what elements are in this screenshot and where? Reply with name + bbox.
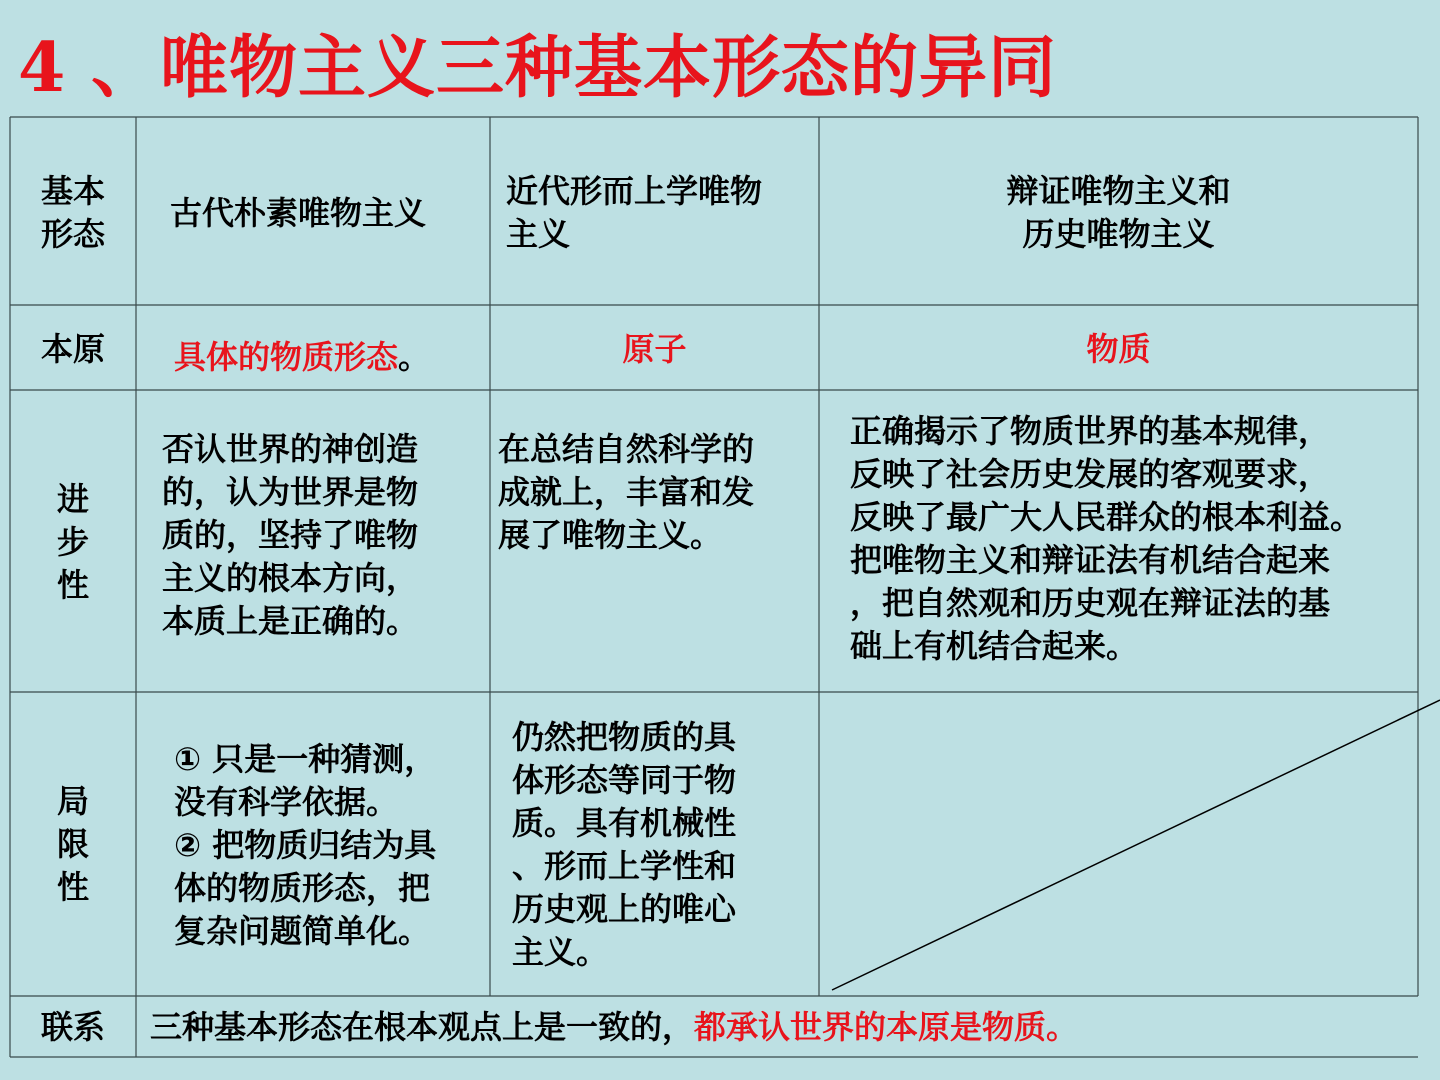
page-title: 4 、唯物主义三种基本形态的异同	[18, 28, 1057, 108]
progress-modern: 在总结自然科学的 成就上，丰富和发 展了唯物主义。	[498, 430, 755, 554]
relation-text: 三种基本形态在根本观点上是一致的，都承认世界的本原是物质。	[150, 1008, 1079, 1046]
label-origin: 本原	[40, 330, 105, 368]
label-limitation: 局 限 性	[56, 782, 89, 906]
progress-dialectical: 正确揭示了物质世界的基本规律， 反映了社会历史发展的客观要求， 反映了最广大人民群众的根本利益。 把唯物主义和辩证法有机结合起来 ，把自然观和历史观在辩证法的基 础上有机结合起来。	[850, 412, 1363, 665]
header-dialectical: 辩证唯物主义和 历史唯物主义	[1006, 172, 1231, 253]
label-relation: 联系	[40, 1008, 105, 1046]
diagonal-line	[832, 700, 1440, 990]
header-ancient: 古代朴素唯物主义	[170, 194, 427, 232]
origin-dialectical: 物质	[1086, 330, 1151, 368]
limitation-modern: 仍然把物质的具 体形态等同于物 质。具有机械性 、形而上学性和 历史观上的唯心 主义。	[512, 718, 737, 971]
origin-modern: 原子	[622, 330, 687, 368]
limitation-ancient: ① 只是一种猜测， 没有科学依据。 ② 把物质归结为具 体的物质形态，把 复杂问题简单化。	[174, 740, 437, 950]
header-basic-form: 基本 形态	[40, 172, 105, 253]
progress-ancient: 否认世界的神创造 的，认为世界是物 质的，坚持了唯物 主义的根本方向， 本质上是正确的。	[162, 430, 419, 640]
label-progress: 进 步 性	[56, 480, 89, 604]
header-modern: 近代形而上学唯物 主义	[506, 172, 763, 253]
origin-ancient: 具体的物质形态。	[174, 338, 431, 376]
